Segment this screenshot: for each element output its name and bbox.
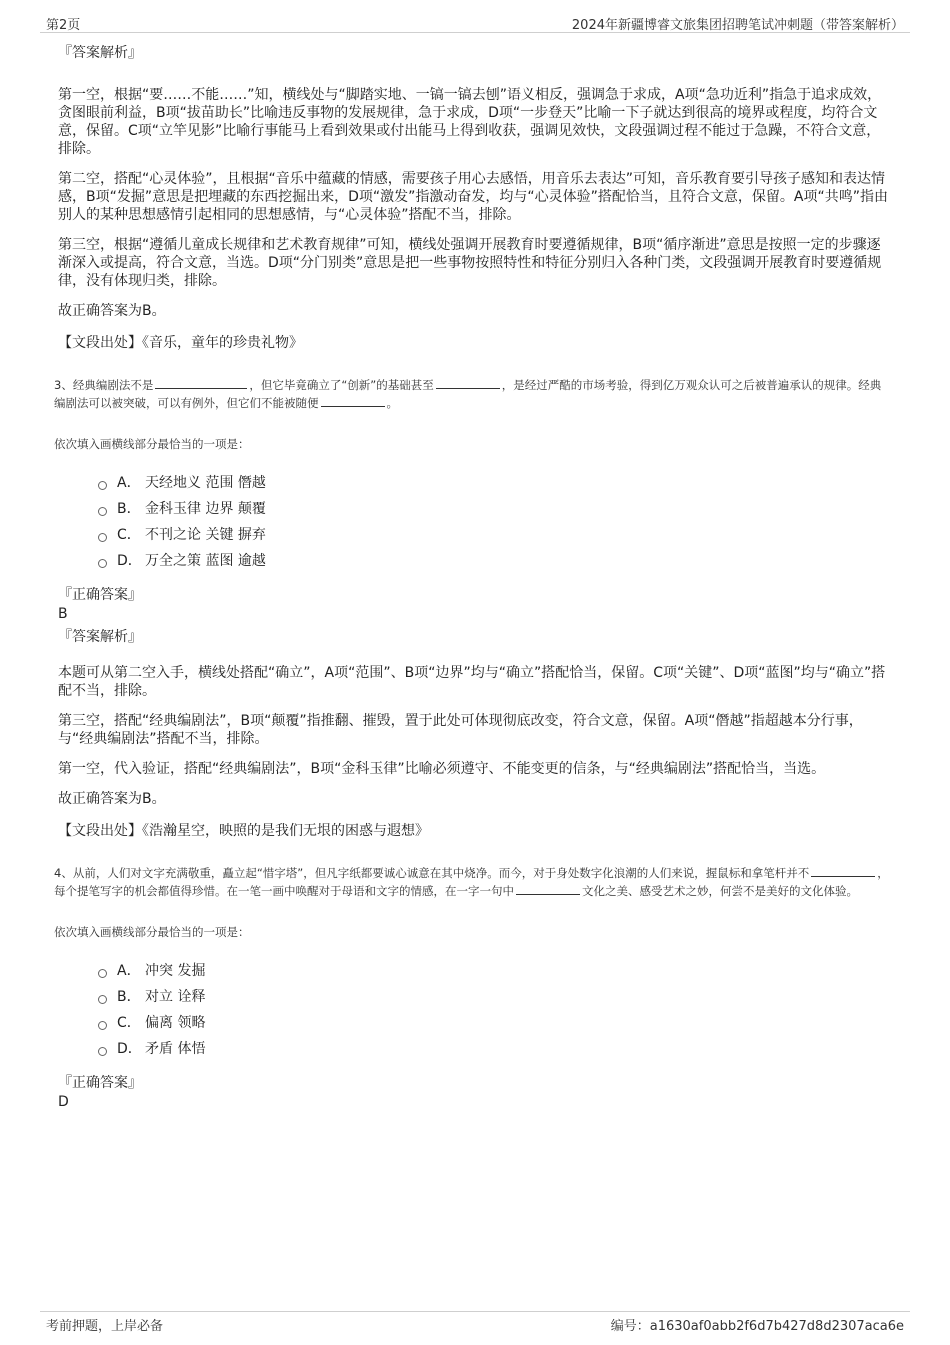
q3-source: 【文段出处】《浩瀚星空，映照的是我们无垠的困惑与遐想》: [58, 823, 429, 839]
q2-analysis-paragraph: 第二空，搭配“心灵体验”，且根据“音乐中蕴藏的情感，需要孩子用心去感悟，用音乐去表达”可知，音乐教育要引导孩子感知和表达情感，B项“发掘”意思是把埋藏的东西挖掘出来，D项“激发”指激动奋发，均与“心灵体验”搭配恰当，且符合文意，保留。A项“共鸣”指由别人的某种思想感情引起相同的思想感情，与“心灵体验”搭配不当，排除。: [58, 171, 888, 223]
q2-analysis-paragraph: 第三空，根据“遵循儿童成长规律和艺术教育规律”可知，横线处强调开展教育时要遵循规律，B项“循序渐进”意思是按照一定的步骤逐渐深入或提高，符合文意，当选。D项“分门别类”意思是把一些事物按照特性和特征分别归入各种门类，文段强调开展教育时要遵循规律，没有体现归类，排除。: [58, 237, 882, 289]
radio-icon[interactable]: [98, 1021, 107, 1030]
q3-analysis-paragraph: 本题可从第二空入手，横线处搭配“确立”，A项“范围”、B项“边界”均与“确立”搭配恰当，保留。C项“关键”、D项“蓝图”均与“确立”搭配不当，排除。: [58, 665, 886, 699]
q3-conclusion: 故正确答案为B。: [58, 791, 166, 807]
q4-option-d[interactable]: D． 矛盾 体悟: [98, 1036, 892, 1062]
q3-option-b[interactable]: B． 金科玉律 边界 颠覆: [98, 496, 892, 522]
q4-blank-1: [811, 865, 875, 877]
document-title: 2024年新疆博睿文旅集团招聘笔试冲刺题（带答案解析）: [571, 18, 904, 33]
q3-option-d[interactable]: D． 万全之策 蓝图 逾越: [98, 548, 892, 574]
document-id: 编号：a1630af0abb2f6d7b427d8d2307aca6e: [610, 1319, 904, 1334]
page-footer: [40, 1311, 910, 1334]
q3-answer-label: 『正确答案』: [58, 587, 142, 603]
radio-icon[interactable]: [98, 481, 107, 490]
q3-blank-2: [436, 377, 500, 389]
q2-conclusion: 故正确答案为B。: [58, 303, 166, 319]
q4-question-text: 4、从前，人们对文字充满敬重，矗立起“惜字塔”，但凡字纸都要诚心诚意在其中烧净。而今，对于身处数字化浪潮的人们来说，握鼠标和拿笔杆并不 ，每个提笔写字的机会都值得珍惜。在一笔一画中唤醒对于母语和文字的情感，在一字一句中 文化之美、感受艺术之妙，何尝不是美好的文化体验。: [54, 866, 889, 898]
q3-blank-1: [155, 377, 247, 389]
radio-icon[interactable]: [98, 1047, 107, 1056]
q2-analysis-paragraph: 第一空，根据“要……不能……”知，横线处与“脚踏实地、一镐一镐去刨”语义相反，强调急于求成，A项“急功近利”指急于追求成效，贪图眼前利益，B项“拔苗助长”比喻违反事物的发展规律，急于求成，D项“一步登天”比喻一下子就达到很高的境界或程度，均符合文意，保留。C项“立竿见影”比喻行事能马上看到效果或付出能马上得到收获，强调见效快，文段强调过程不能过于急躁，不符合文意，排除。: [58, 87, 882, 157]
q3-prompt: 依次填入画横线部分最恰当的一项是：: [54, 437, 250, 451]
q3-question-text: 3、经典编剧法不是 ，但它毕竟确立了“创新”的基础甚至 ，是经过严酷的市场考验，得到亿万观众认可之后被普遍承认的规律。经典编剧法可以被突破，可以有例外，但它们不能被随便 。: [54, 378, 882, 410]
q4-prompt: 依次填入画横线部分最恰当的一项是：: [54, 925, 250, 939]
q3-analysis-paragraph: 第三空，搭配“经典编剧法”，B项“颠覆”指推翻、摧毁，置于此处可体现彻底改变，符合文意，保留。A项“僭越”指超越本分行事，与“经典编剧法”搭配不当，排除。: [58, 713, 863, 747]
footer-slogan: 考前押题，上岸必备: [46, 1319, 164, 1334]
q4-blank-2: [516, 883, 580, 895]
radio-icon[interactable]: [98, 507, 107, 516]
q4-options: [98, 958, 892, 1062]
page-header: [40, 12, 910, 33]
q3-analysis-label: 『答案解析』: [58, 629, 142, 645]
radio-icon[interactable]: [98, 533, 107, 542]
q3-option-a[interactable]: A． 天经地义 范围 僭越: [98, 470, 892, 496]
page-content: [54, 42, 892, 1114]
q4-option-a[interactable]: A． 冲突 发掘: [98, 958, 892, 984]
q3-option-c[interactable]: C． 不刊之论 关键 摒弃: [98, 522, 892, 548]
radio-icon[interactable]: [98, 995, 107, 1004]
q3-options: [98, 470, 892, 574]
q2-source: 【文段出处】《音乐，童年的珍贵礼物》: [58, 335, 303, 351]
q4-option-c[interactable]: C． 偏离 领略: [98, 1010, 892, 1036]
q4-answer-label: 『正确答案』: [58, 1075, 142, 1091]
page-number: 第2页: [46, 18, 81, 33]
q4-answer: D: [58, 1094, 69, 1110]
q2-analysis-label: 『答案解析』: [58, 45, 142, 61]
q3-answer: B: [58, 606, 68, 622]
q3-blank-3: [321, 395, 385, 407]
q3-analysis-paragraph: 第一空，代入验证，搭配“经典编剧法”，B项“金科玉律”比喻必须遵守、不能变更的信条，与“经典编剧法”搭配恰当，当选。: [58, 761, 826, 777]
radio-icon[interactable]: [98, 559, 107, 568]
q4-option-b[interactable]: B． 对立 诠释: [98, 984, 892, 1010]
radio-icon[interactable]: [98, 969, 107, 978]
